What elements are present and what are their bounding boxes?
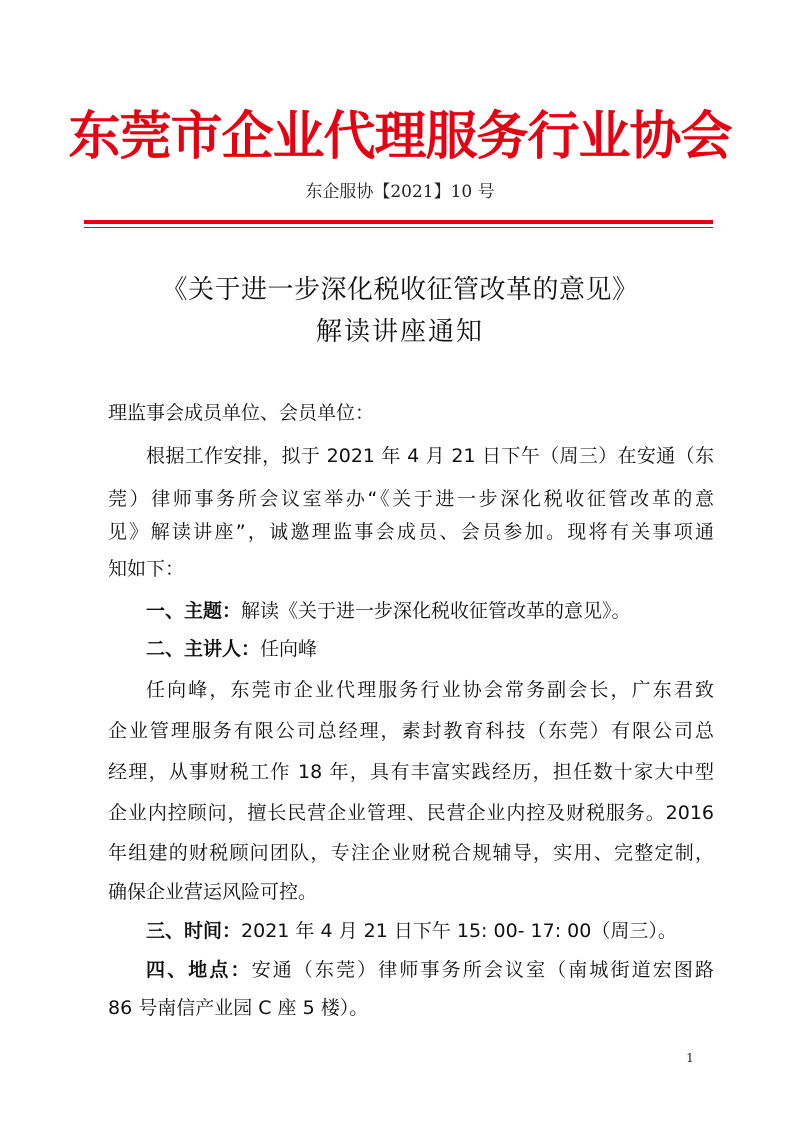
location-item (146, 953, 714, 987)
topic-value: 解读《关于进一步深化税收征管改革的意见》。 (241, 600, 631, 622)
intro-line-3: 见》解读讲座”，诚邀理监事会成员、会员参加。现将有关事项通 (108, 521, 714, 543)
bio-line-5: 年组建的财税顾问团队，专注企业财税合规辅导，实用、完整定制， (108, 842, 714, 864)
speaker-label: 二、主讲人： (146, 638, 261, 660)
intro-line-4: 知如下： (108, 558, 185, 580)
intro-line-1: 根据工作安排，拟于 2021 年 4 月 21 日下午（周三）在安通（东 (146, 445, 714, 467)
intro-line-2: 莞）律师事务所会议室举办“《关于进一步深化税收征管改革的意 (108, 488, 714, 510)
document-number: 东企服协【2021】10 号 (305, 182, 495, 202)
topic-item (146, 594, 714, 628)
time-value: 2021 年 4 月 21 日下午 15: 00- 17: 00（周三）。 (241, 920, 677, 942)
speaker-value: 任向峰 (260, 638, 318, 660)
time-label: 三、时间： (146, 920, 242, 942)
bio-line-2: 企业管理服务有限公司总经理，素封教育科技（东莞）有限公司总 (108, 720, 714, 742)
header-divider-thick (84, 220, 713, 224)
document-title-line-1: 《关于进一步深化税收征管改革的意见》 (161, 275, 639, 305)
organization-title: 东莞市企业代理服务行业协会 (68, 107, 732, 167)
topic-label: 一、主题： (146, 600, 242, 622)
document-title-line-2: 解读讲座通知 (315, 317, 484, 347)
salutation: 理监事会成员单位、会员单位： (108, 402, 375, 424)
location-value-line-1: 安通（东莞）律师事务所会议室（南城街道宏图路 (251, 959, 714, 981)
time-item (146, 914, 714, 948)
page-number: 1 (686, 1051, 694, 1065)
location-line-2: 86 号南信产业园 C 座 5 楼）。 (108, 997, 369, 1019)
header-divider-thin (84, 227, 713, 228)
location-label: 四、地点： (146, 959, 252, 981)
bio-line-6: 确保企业营运风险可控。 (108, 881, 318, 903)
speaker-item (146, 632, 714, 666)
bio-line-4: 企业内控顾问，擅长民营企业管理、民营企业内控及财税服务。2016 (108, 802, 714, 824)
bio-line-1: 任向峰，东莞市企业代理服务行业协会常务副会长，广东君致 (146, 679, 714, 701)
bio-line-3: 经理，从事财税工作 18 年，具有丰富实践经历，担任数十家大中型 (108, 761, 714, 783)
